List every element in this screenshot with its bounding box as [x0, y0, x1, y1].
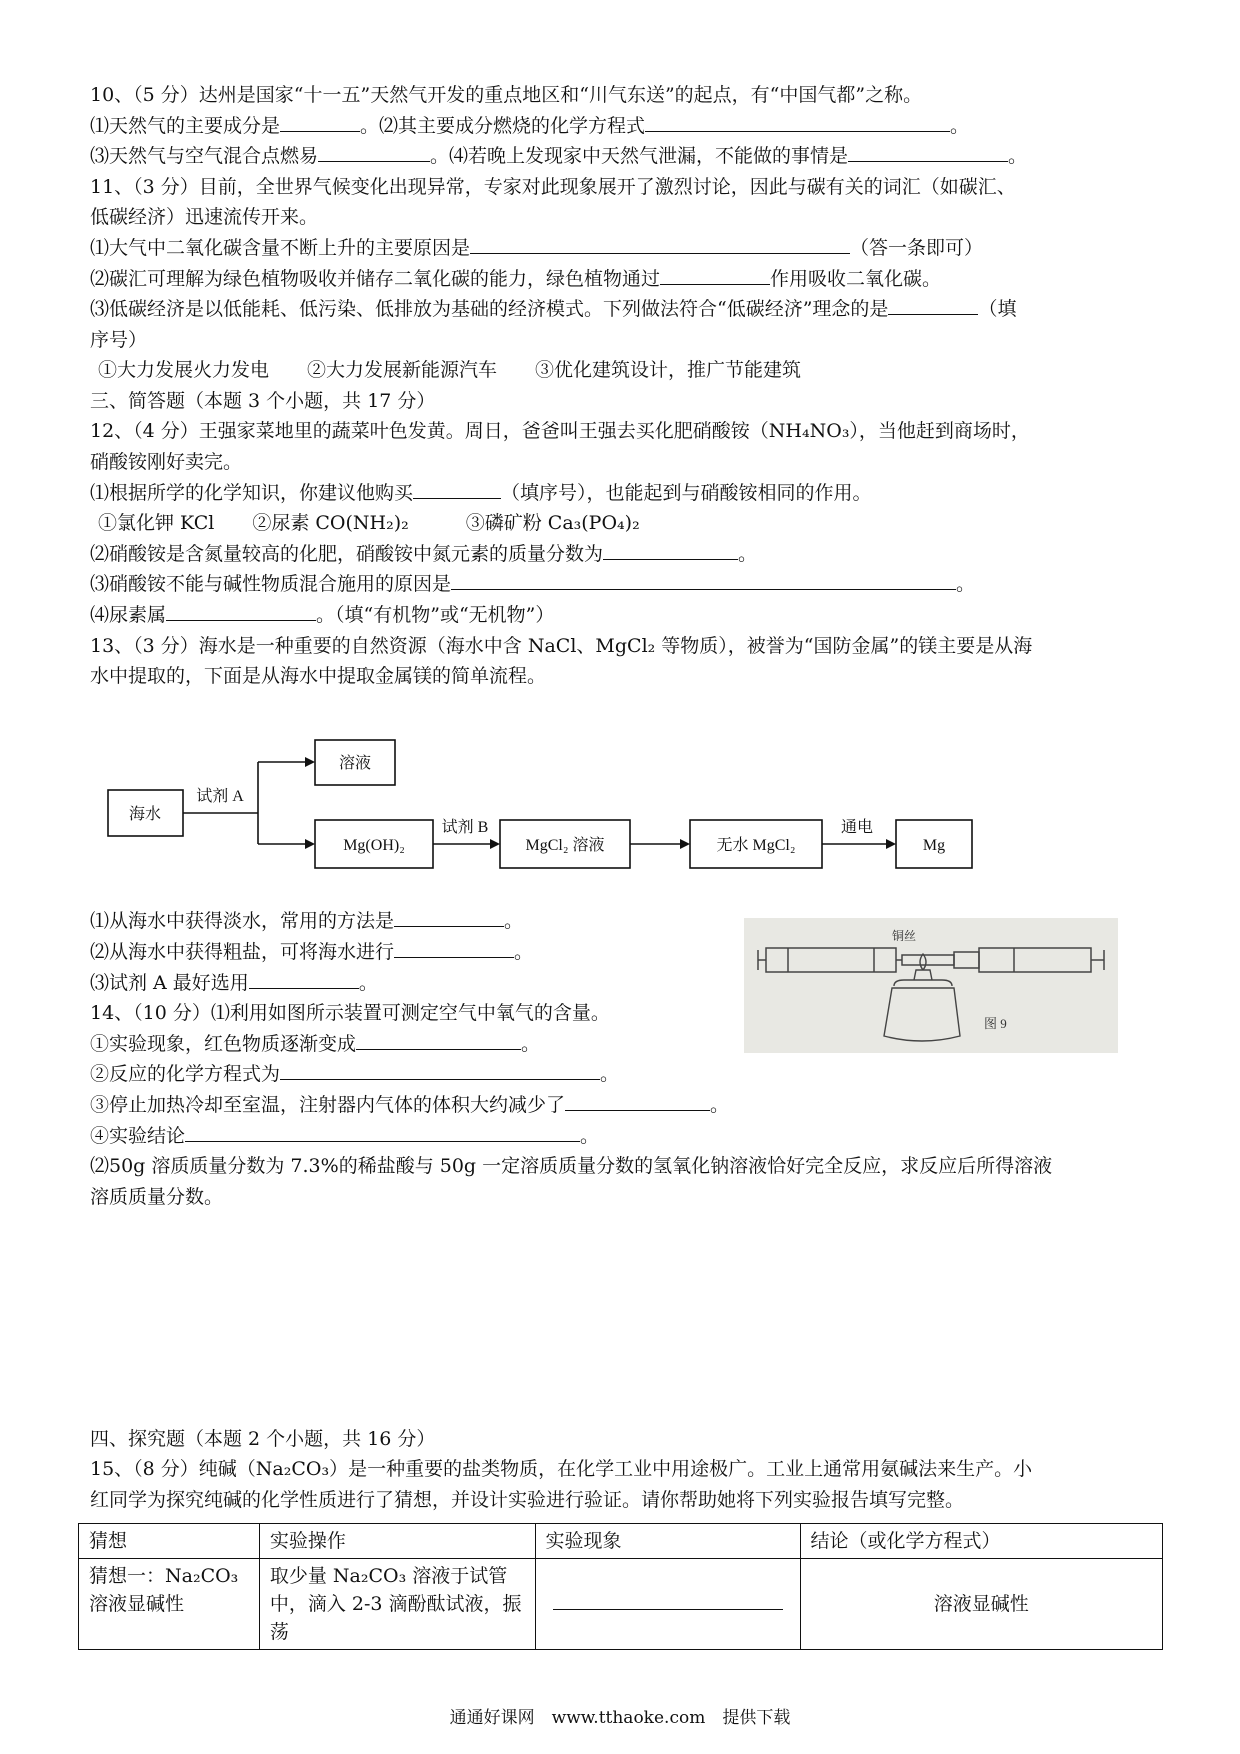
answer-blank[interactable]	[394, 908, 504, 927]
q14-line: 14、（10 分）⑴利用如图所示装置可测定空气中氧气的含量。	[90, 1002, 610, 1024]
q12-sub4: ⑷尿素属 。（填“有机物”或“无机物”）	[90, 604, 555, 626]
q14-sub1: ①实验现象，红色物质逐渐变成 。	[90, 1033, 541, 1055]
answer-blank[interactable]	[249, 970, 359, 989]
q14-sub3: ③停止加热冷却至室温，注射器内气体的体积大约减少了 。	[90, 1094, 730, 1116]
q11-options: ①大力发展火力发电 ②大力发展新能源汽车 ③优化建筑设计，推广节能建筑	[98, 359, 802, 381]
q10-sub12: ⑴天然气的主要成分是 。⑵其主要成分燃烧的化学方程式 。	[90, 115, 970, 137]
q12-line: 12、（4 分）王强家菜地里的蔬菜叶色发黄。周日，爸爸叫王强去买化肥硝酸铵（NH₄NO₃），当他赶到商场时，	[90, 420, 1030, 442]
header-guess: 猜想	[79, 1524, 260, 1559]
label-seawater: 海水	[128, 806, 162, 823]
arrowheads	[305, 757, 896, 849]
label-mgcl2-solution: MgCl₂ 溶液	[525, 837, 605, 854]
q13-sub2: ⑵从海水中获得粗盐，可将海水进行 。	[90, 941, 534, 963]
q11-sub3-cont: 序号）	[90, 329, 148, 351]
photo-background	[744, 918, 1118, 1053]
cell-guess: 猜想一：Na₂CO₃ 溶液显碱性	[79, 1559, 260, 1650]
q15-line-cont: 红同学为探究纯碱的化学性质进行了猜想，并设计实验进行验证。请你帮助她将下列实验报告填写完整。	[90, 1489, 965, 1511]
label-anhydrous-mgcl2: 无水 MgCl₂	[716, 837, 796, 854]
experiment-report-table	[78, 1523, 1163, 1650]
answer-blank[interactable]	[280, 1061, 600, 1080]
q12-sub3: ⑶硝酸铵不能与碱性物质混合施用的原因是 。	[90, 573, 976, 595]
q11-sub2: ⑵碳汇可理解为绿色植物吸收并储存二氧化碳的能力，绿色植物通过 作用吸收二氧化碳。	[90, 268, 942, 290]
header-conclusion: 结论（或化学方程式）	[800, 1524, 1163, 1559]
label-electrolysis: 通电	[840, 819, 874, 836]
cell-phenomenon	[535, 1559, 800, 1650]
q12-sub1: ⑴根据所学的化学知识，你建议他购买 （填序号），也能起到与硝酸铵相同的作用。	[90, 482, 872, 504]
label-mg: Mg	[922, 837, 946, 854]
q11-sub3: ⑶低碳经济是以低能耗、低污染、低排放为基础的经济模式。下列做法符合“低碳经济”理念的是 （填	[90, 298, 1017, 320]
answer-blank[interactable]	[553, 1591, 783, 1610]
q14-part2-cont: 溶质质量分数。	[90, 1186, 224, 1208]
q11-line-cont: 低碳经济）迅速流传开来。	[90, 206, 319, 228]
label-solution: 溶液	[338, 755, 372, 772]
figure-label: 图 9	[984, 1016, 1007, 1031]
table-header-row	[79, 1524, 1163, 1559]
table-row	[79, 1559, 1163, 1650]
header-phenomenon: 实验现象	[535, 1524, 800, 1559]
q13-sub3: ⑶试剂 A 最好选用 。	[90, 972, 378, 994]
apparatus-figure	[744, 918, 1118, 1053]
section-4-title: 四、探究题（本题 2 个小题，共 16 分）	[90, 1428, 436, 1450]
answer-blank[interactable]	[356, 1031, 521, 1050]
answer-blank[interactable]	[185, 1123, 580, 1142]
label-reagent-a: 试剂 A	[196, 788, 244, 805]
page-footer: 通通好课网 www.tthaoke.com 提供下载	[449, 1708, 791, 1728]
copper-wire-label: 铜丝	[892, 929, 917, 943]
q14-sub2: ②反应的化学方程式为 。	[90, 1063, 620, 1085]
q12-options: ①氯化钾 KCl ②尿素 CO(NH₂)₂ ③磷矿粉 Ca₃(PO₄)₂	[98, 512, 640, 534]
cell-operation: 取少量 Na₂CO₃ 溶液于试管中，滴入 2-3 滴酚酞试液，振荡	[259, 1559, 535, 1650]
label-mgoh2: Mg(OH)₂	[343, 837, 405, 854]
q12-line-cont: 硝酸铵刚好卖完。	[90, 451, 243, 473]
header-operation: 实验操作	[259, 1524, 535, 1559]
q13-line: 13、（3 分）海水是一种重要的自然资源（海水中含 NaCl、MgCl₂ 等物质），被誉为“国防金属”的镁主要是从海	[90, 635, 1033, 657]
q15-line: 15、（8 分）纯碱（Na₂CO₃）是一种重要的盐类物质，在化学工业中用途极广。工业上通常用氨碱法来生产。小	[90, 1458, 1033, 1480]
q11-line: 11、（3 分）目前，全世界气候变化出现异常，专家对此现象展开了激烈讨论，因此与碳有关的词汇（如碳汇、	[90, 176, 1016, 198]
label-reagent-b: 试剂 B	[441, 819, 489, 836]
q14-part2: ⑵50g 溶质质量分数为 7.3%的稀盐酸与 50g 一定溶质质量分数的氢氧化钠溶液恰好完全反应，求反应后所得溶液	[90, 1155, 1053, 1177]
q13-sub1: ⑴从海水中获得淡水，常用的方法是 。	[90, 910, 524, 932]
q10-line: 10、（5 分）达州是国家“十一五”天然气开发的重点地区和“川气东送”的起点，有“中国气都”之称。	[90, 84, 923, 106]
q13-line-cont: 水中提取的，下面是从海水中提取金属镁的简单流程。	[90, 665, 547, 687]
q10-sub34: ⑶天然气与空气混合点燃易 。⑷若晚上发现家中天然气泄漏，不能做的事情是 。	[90, 145, 1028, 167]
q12-sub2: ⑵硝酸铵是含氮量较高的化肥，硝酸铵中氮元素的质量分数为 。	[90, 543, 758, 565]
q14-sub4: ④实验结论 。	[90, 1125, 600, 1147]
cell-conclusion: 溶液显碱性	[800, 1559, 1163, 1650]
section-3-title: 三、简答题（本题 3 个小题，共 17 分）	[90, 390, 436, 412]
answer-blank[interactable]	[565, 1092, 710, 1111]
answer-blank[interactable]	[394, 939, 514, 958]
q11-sub1: ⑴大气中二氧化碳含量不断上升的主要原因是 （答一条即可）	[90, 237, 984, 259]
